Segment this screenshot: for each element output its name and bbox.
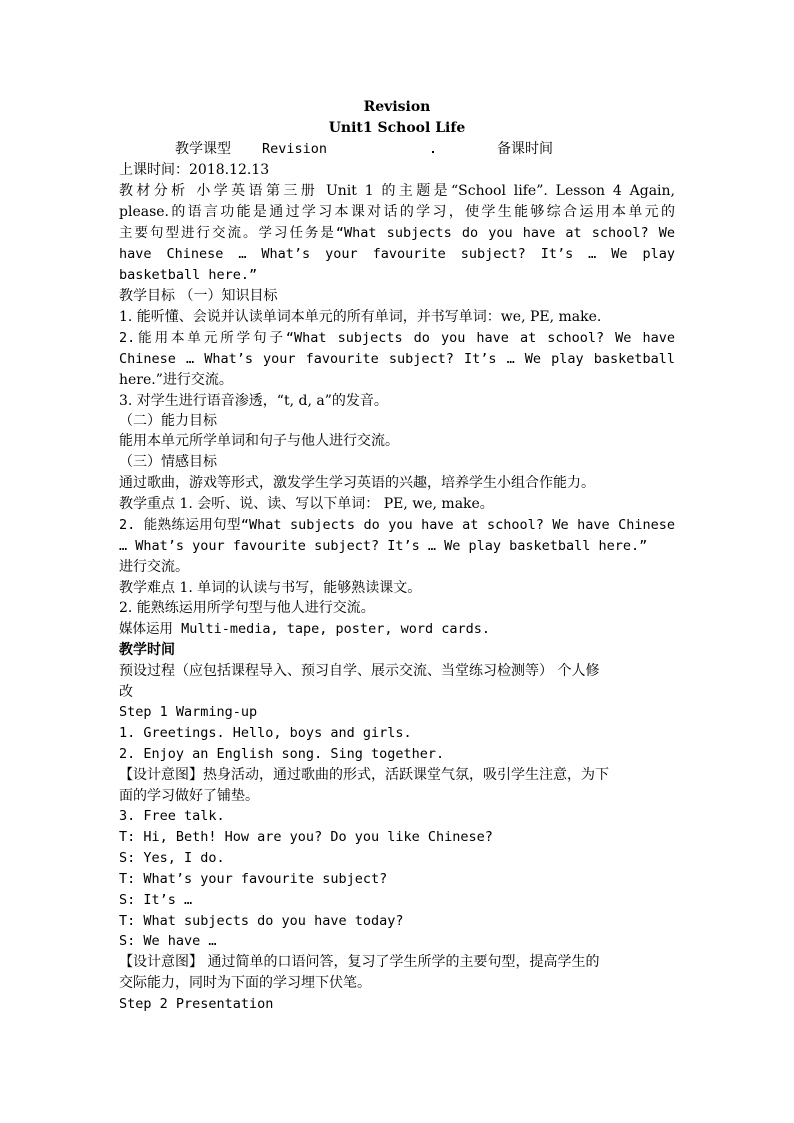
text-line: 改 bbox=[119, 684, 133, 700]
dialogue-line: S: We have … bbox=[119, 933, 217, 949]
text-line: … What’s your favourite subject? It’s … We play basketball here.” bbox=[119, 538, 648, 554]
doc-title: Revision bbox=[363, 99, 431, 115]
text-line: 预设过程（应包括课程导入、预习自学、展示交流、当堂练习检测等） 个人修 bbox=[119, 663, 600, 679]
design-intent: 【设计意图】热身活动，通过歌曲的形式，活跃课堂气氛，吸引学生注意，为下 bbox=[119, 767, 609, 783]
section-heading: （三）情感目标 bbox=[119, 454, 217, 470]
prep-time-label: 备课时间 bbox=[497, 141, 553, 157]
text-line: 交际能力，同时为下面的学习埋下伏笔。 bbox=[119, 975, 371, 991]
text-line: 通过歌曲，游戏等形式，激发学生学习英语的兴趣，培养学生小组合作能力。 bbox=[119, 475, 595, 491]
design-intent: 【设计意图】 通过简单的口语问答，复习了学生所学的主要句型，提高学生的 bbox=[119, 954, 600, 970]
text-line: 1. Greetings. Hello, boys and girls. bbox=[119, 725, 412, 741]
section-heading: 教学目标 （一）知识目标 bbox=[119, 288, 278, 304]
doc-subtitle: Unit1 School Life bbox=[328, 120, 466, 136]
step-heading: Step 2 Presentation bbox=[119, 996, 274, 1012]
text-line: 主要句型进行交流。学习任务是“What subjects do you have at school? We bbox=[119, 225, 675, 241]
step-heading: Step 1 Warming-up bbox=[119, 704, 258, 720]
text-line: 2.能用本单元所学句子“What subjects do you have at school? We have bbox=[119, 330, 675, 346]
text-line: 媒体运用 Multi-media, tape, poster, word cards. bbox=[119, 621, 490, 637]
text-line: have Chinese … What’s your favourite subject? It’s … We play bbox=[119, 246, 675, 262]
text-line: 3. Free talk. bbox=[119, 808, 225, 824]
text-line: 教学难点 1. 单词的认读与书写，能够熟读课文。 bbox=[119, 580, 422, 596]
text-line: 面的学习做好了铺垫。 bbox=[119, 788, 259, 804]
text-line: 教学重点 1. 会听、说、读、写以下单词： PE, we, make。 bbox=[119, 496, 494, 512]
text-line: 3. 对学生进行语音渗透，“t, d, a”的发音。 bbox=[119, 393, 388, 409]
text-line: 能用本单元所学单词和句子与他人进行交流。 bbox=[119, 433, 399, 449]
section-heading: 教学时间 bbox=[119, 642, 175, 658]
text-line: basketball here.” bbox=[119, 267, 258, 283]
text-line: 进行交流。 bbox=[119, 559, 189, 575]
section-heading: （二）能力目标 bbox=[119, 413, 217, 429]
dialogue-line: S: Yes, I do. bbox=[119, 850, 225, 866]
dialogue-line: T: What’s your favourite subject? bbox=[119, 871, 388, 887]
text-line: 2. 能熟练运用句型“What subjects do you have at school? We have Chinese bbox=[119, 517, 675, 533]
text-line: 2. 能熟练运用所学句型与他人进行交流。 bbox=[119, 600, 375, 616]
text-line: please.的语言功能是通过学习本课对话的学习，使学生能够综合运用本单元的 bbox=[119, 204, 675, 220]
dot-mark bbox=[432, 151, 434, 153]
dialogue-line: T: Hi, Beth! How are you? Do you like Chinese? bbox=[119, 829, 493, 845]
lesson-type-value: Revision bbox=[262, 141, 328, 157]
dialogue-line: T: What subjects do you have today? bbox=[119, 913, 404, 929]
text-line: here.”进行交流。 bbox=[119, 372, 233, 388]
dialogue-line: S: It’s … bbox=[119, 892, 193, 908]
text-line: 教材分析 小学英语第三册 Unit 1 的主题是“School life”. Lesson 4 Again, bbox=[119, 183, 675, 199]
text-line: Chinese … What’s your favourite subject? It’s … We play basketball bbox=[119, 351, 675, 367]
lesson-type-label: 教学课型 bbox=[175, 141, 231, 157]
text-line: 1. 能听懂、会说并认读单词本单元的所有单词，并书写单词：we, PE, make. bbox=[119, 309, 602, 325]
text-line: 2. Enjoy an English song. Sing together. bbox=[119, 746, 445, 762]
class-time: 上课时间：2018.12.13 bbox=[119, 162, 270, 178]
